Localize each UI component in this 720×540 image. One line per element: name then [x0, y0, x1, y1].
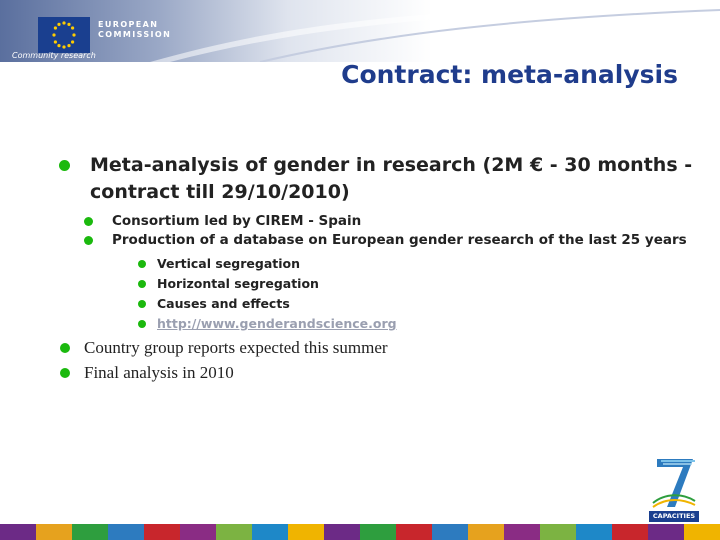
strip-segment [612, 524, 648, 540]
fp7-capacities-logo [643, 455, 703, 525]
sub-sub-bullet-text: Causes and effects [157, 296, 290, 311]
sub-bullet-text: Production of a database on European gender research of the last 25 years [112, 232, 687, 248]
strip-segment [216, 524, 252, 540]
strip-segment [360, 524, 396, 540]
strip-segment [648, 524, 684, 540]
genderandscience-link[interactable]: http://www.genderandscience.org [157, 316, 397, 331]
strip-segment [0, 524, 36, 540]
sub-sub-bullet-vertical [138, 254, 700, 274]
strip-segment [432, 524, 468, 540]
bullet-dot-icon [138, 300, 146, 308]
sub-sub-bullet-list [138, 254, 700, 334]
strip-segment [396, 524, 432, 540]
strip-segment [504, 524, 540, 540]
sub-sub-bullet-text: Vertical segregation [157, 256, 301, 271]
capacities-label: CAPACITIES [652, 512, 696, 520]
sub-bullet-list [84, 212, 700, 250]
sub-bullet-consortium [84, 212, 700, 231]
bullet-text: Country group reports expected this summer [84, 338, 388, 357]
strip-segment [252, 524, 288, 540]
bullet-dot-icon [84, 217, 93, 226]
sub-bullet-text: Consortium led by CIREM - Spain [112, 213, 362, 229]
bullet-dot-icon [138, 320, 146, 328]
bullet-text: Final analysis in 2010 [84, 363, 234, 382]
strip-segment [576, 524, 612, 540]
bullet-dot-icon [138, 280, 146, 288]
slide-title: Contract: meta-analysis [341, 60, 678, 89]
sub-bullet-database [84, 231, 700, 250]
ec-wordmark-line1: EUROPEAN [98, 20, 159, 29]
sub-sub-bullet-link [138, 314, 700, 334]
bullet-text: Meta-analysis of gender in research (2M € - 30 months - contract till 29/10/2010) [90, 154, 693, 203]
bullet-meta-analysis [60, 152, 700, 206]
bullet-dot-icon [60, 368, 70, 378]
bottom-color-strip [0, 524, 720, 540]
sub-sub-bullet-horizontal [138, 274, 700, 294]
strip-segment [324, 524, 360, 540]
strip-segment [36, 524, 72, 540]
strip-segment [288, 524, 324, 540]
bullet-dot-icon [138, 260, 146, 268]
ec-wordmark [98, 20, 171, 40]
eu-flag-icon [38, 17, 90, 53]
strip-segment [180, 524, 216, 540]
eu-stars [38, 17, 90, 53]
bullet-dot-icon [60, 343, 70, 353]
sub-sub-bullet-causes [138, 294, 700, 314]
bullet-final-analysis [60, 361, 700, 384]
bullet-dot-icon [59, 160, 70, 171]
header-band [0, 0, 720, 62]
strip-segment [540, 524, 576, 540]
european-commission-logo [8, 5, 172, 57]
strip-segment [108, 524, 144, 540]
community-research-label: Community research [12, 51, 96, 60]
strip-segment [144, 524, 180, 540]
slide-content [60, 152, 700, 384]
strip-segment [72, 524, 108, 540]
strip-segment [468, 524, 504, 540]
ec-wordmark-line2: COMMISSION [98, 30, 172, 39]
strip-segment [684, 524, 720, 540]
sub-sub-bullet-text: Horizontal segregation [157, 276, 319, 291]
bullet-country-reports [60, 336, 700, 359]
bullet-dot-icon [84, 236, 93, 245]
